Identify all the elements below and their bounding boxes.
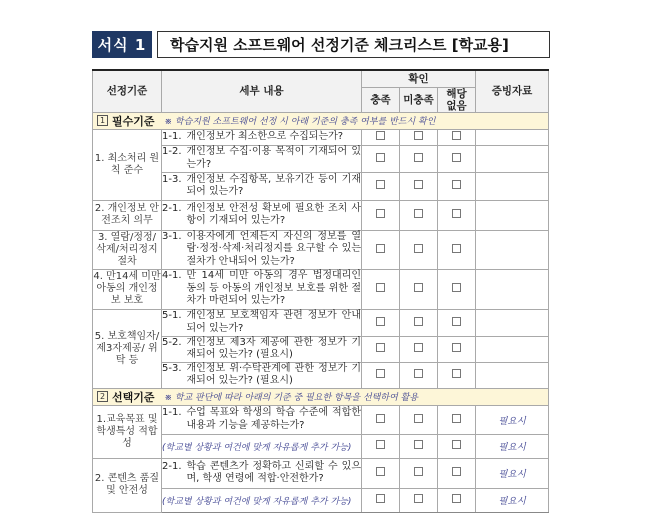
checkbox-not-met[interactable]: [414, 317, 423, 326]
evidence-cell: [476, 336, 549, 362]
col-header-evidence: 증빙자료: [476, 70, 549, 112]
form-badge: 서식 1: [92, 31, 152, 58]
checkbox-not-met[interactable]: [414, 414, 423, 423]
criteria-cell: 1. 최소처리 원칙 준수: [93, 129, 162, 200]
item-number: 5-2.: [162, 336, 182, 348]
checkbox-na[interactable]: [452, 343, 461, 352]
evidence-cell: [476, 362, 549, 388]
checkbox-not-met[interactable]: [414, 369, 423, 378]
checkbox-na[interactable]: [452, 153, 461, 162]
table-row: [93, 230, 549, 269]
item-text: 이용자에게 언제든지 자신의 정보를 열람·정정·삭제·처리정지를 요구할 수 있는 절차가 안내되어 있는가?: [186, 230, 361, 267]
detail-cell: [162, 458, 362, 488]
criteria-cell: 4. 만14세 미만 아동의 개인정보 보호: [93, 269, 162, 309]
table-row: [93, 362, 549, 388]
section-title: 선택기준: [112, 390, 155, 404]
checkbox-not-met[interactable]: [414, 153, 423, 162]
detail-cell: [162, 336, 362, 362]
checkbox-na[interactable]: [452, 180, 461, 189]
evidence-cell: [476, 230, 549, 269]
checkbox-met[interactable]: [376, 343, 385, 352]
section-number: 1: [97, 115, 108, 126]
checkbox-na[interactable]: [452, 209, 461, 218]
table-row: [93, 145, 549, 172]
criteria-cell: 2. 콘텐츠 품질 및 안전성: [93, 458, 162, 512]
checkbox-not-met[interactable]: [414, 180, 423, 189]
item-number: 1-2.: [162, 146, 182, 157]
item-text: 개인정보가 최소한으로 수집되는가?: [186, 130, 344, 142]
checkbox-not-met[interactable]: [414, 494, 423, 503]
detail-cell: [162, 269, 362, 309]
checkbox-met[interactable]: [376, 494, 385, 503]
item-text: 개인정보 위·수탁관계에 관한 정보가 기재되어 있는가? (필요시): [186, 362, 361, 386]
item-number: 1-1.: [162, 130, 182, 142]
checkbox-met[interactable]: [376, 467, 385, 476]
detail-cell: [162, 230, 362, 269]
table-row: [93, 309, 549, 336]
checkbox-met[interactable]: [376, 244, 385, 253]
detail-cell: [162, 172, 362, 200]
checkbox-met[interactable]: [376, 283, 385, 292]
item-text: 수업 목표와 학생의 학습 수준에 적합한 내용과 기능을 제공하는가?: [186, 407, 361, 431]
detail-cell: [162, 362, 362, 388]
section-header-1: [93, 112, 549, 129]
criteria-cell: 2. 개인정보 안전조치 의무: [93, 200, 162, 230]
criteria-cell: 1.교육목표 및 학생특성 적합성: [93, 405, 162, 458]
item-text: 개인정보 수집항목, 보유기간 등이 기재되어 있는가?: [186, 173, 361, 197]
detail-cell: [162, 145, 362, 172]
add-item-note: (학교별 상황과 여건에 맞게 자유롭게 추가 가능): [162, 434, 362, 458]
table-row: [93, 129, 549, 145]
table-row: [93, 336, 549, 362]
checkbox-not-met[interactable]: [414, 343, 423, 352]
section-header-2: [93, 388, 549, 405]
checkbox-na[interactable]: [452, 414, 461, 423]
checkbox-na[interactable]: [452, 283, 461, 292]
evidence-cell: [476, 309, 549, 336]
evidence-cell: [476, 200, 549, 230]
table-row: [93, 405, 549, 434]
table-row: [93, 269, 549, 309]
item-number: 5-1.: [162, 310, 182, 321]
checkbox-met[interactable]: [376, 369, 385, 378]
item-text: 개인정보 제3자 제공에 관한 정보가 기재되어 있는가? (필요시): [186, 336, 361, 360]
detail-cell: [162, 309, 362, 336]
item-text: 학습 콘텐츠가 정확하고 신뢰할 수 있으며, 학생 연령에 적합·안전한가?: [186, 460, 361, 484]
item-text: 개인정보 안전성 확보에 필요한 조치 사항이 기재되어 있는가?: [186, 202, 361, 226]
col-header-na: 해당 없음: [438, 87, 476, 112]
checkbox-not-met[interactable]: [414, 440, 423, 449]
item-text: 개인정보 보호책임자 관련 정보가 안내되어 있는가?: [186, 310, 361, 334]
checkbox-not-met[interactable]: [414, 467, 423, 476]
checkbox-not-met[interactable]: [414, 244, 423, 253]
evidence-cell: 필요시: [476, 458, 549, 488]
checkbox-not-met[interactable]: [414, 209, 423, 218]
checkbox-met[interactable]: [376, 209, 385, 218]
evidence-cell: 필요시: [476, 434, 549, 458]
item-number: 2-1.: [162, 202, 182, 214]
checkbox-met[interactable]: [376, 180, 385, 189]
table-row: [93, 458, 549, 488]
table-row: [93, 488, 549, 512]
checkbox-na[interactable]: [452, 369, 461, 378]
item-number: 2-1.: [162, 460, 182, 472]
table-row: [93, 200, 549, 230]
detail-cell: [162, 200, 362, 230]
checkbox-met[interactable]: [376, 153, 385, 162]
page-title: 학습지원 소프트웨어 선정기준 체크리스트 [학교용]: [157, 31, 550, 58]
col-header-not-met: 미충족: [400, 87, 438, 112]
criteria-cell: 3. 열람/정정/ 삭제/처리정지 절차: [93, 230, 162, 269]
col-header-detail: 세부 내용: [162, 70, 362, 112]
detail-cell: [162, 129, 362, 145]
item-number: 1-3.: [162, 173, 182, 185]
checkbox-met[interactable]: [376, 440, 385, 449]
checkbox-not-met[interactable]: [414, 131, 423, 140]
col-header-criteria: 선정기준: [93, 70, 162, 112]
evidence-cell: 필요시: [476, 488, 549, 512]
checkbox-not-met[interactable]: [414, 283, 423, 292]
checkbox-na[interactable]: [452, 317, 461, 326]
section-note: ※ 학교 판단에 따라 아래의 기준 중 필요한 항목을 선택하여 활용: [164, 393, 419, 403]
checklist-body: [93, 112, 549, 512]
checkbox-na[interactable]: [452, 244, 461, 253]
col-header-met: 충족: [362, 87, 400, 112]
checkbox-na[interactable]: [452, 494, 461, 503]
checkbox-met[interactable]: [376, 317, 385, 326]
item-number: 5-3.: [162, 362, 182, 374]
criteria-cell: 5. 보호책임자/ 제3자제공/ 위탁 등: [93, 309, 162, 388]
evidence-cell: [476, 145, 549, 172]
item-text: 만 14세 미만 아동의 경우 법정대리인 동의 등 아동의 개인정보 보호를 위한 절차가 마련되어 있는가?: [186, 270, 361, 307]
item-number: 3-1.: [162, 230, 182, 242]
checkbox-met[interactable]: [376, 414, 385, 423]
evidence-cell: [476, 172, 549, 200]
evidence-cell: 필요시: [476, 405, 549, 434]
table-row: [93, 172, 549, 200]
section-number: 2: [97, 391, 108, 402]
checkbox-met[interactable]: [376, 131, 385, 140]
section-title: 필수기준: [112, 114, 155, 128]
section-note: ※ 학습지원 소프트웨어 선정 시 아래 기준의 충족 여부를 반드시 확인: [164, 117, 436, 127]
item-number: 4-1.: [162, 270, 182, 282]
item-text: 개인정보 수집·이용 목적이 기재되어 있는가?: [186, 146, 361, 170]
evidence-cell: [476, 269, 549, 309]
checklist-table: [92, 69, 549, 513]
detail-cell: [162, 405, 362, 434]
table-row: [93, 434, 549, 458]
checkbox-na[interactable]: [452, 440, 461, 449]
col-header-confirm: 확인: [362, 70, 476, 87]
evidence-cell: [476, 129, 549, 145]
add-item-note: (학교별 상황과 여건에 맞게 자유롭게 추가 가능): [162, 488, 362, 512]
item-number: 1-1.: [162, 407, 182, 418]
checkbox-na[interactable]: [452, 131, 461, 140]
checkbox-na[interactable]: [452, 467, 461, 476]
